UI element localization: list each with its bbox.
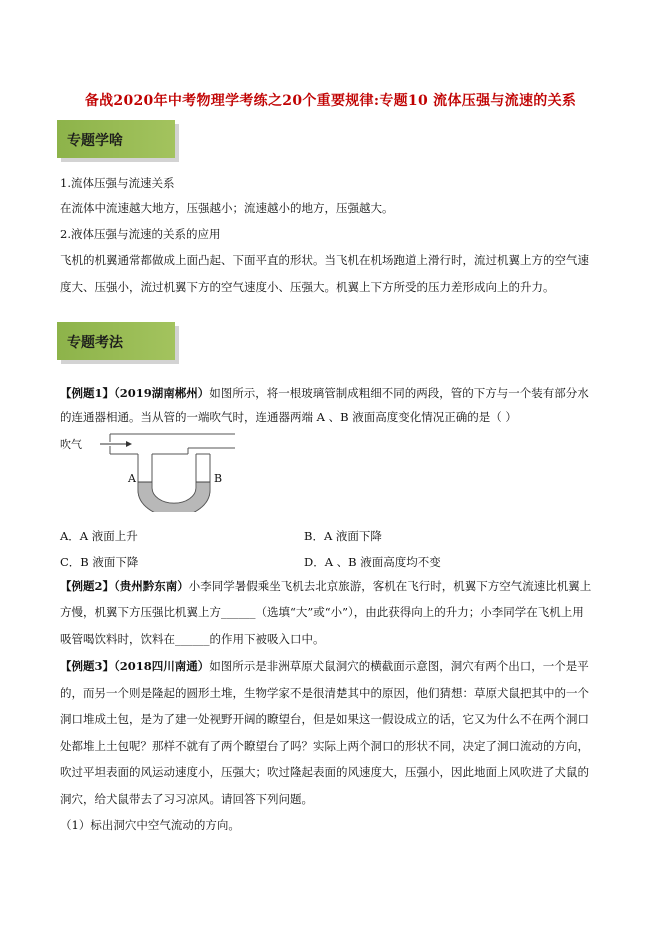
example-3-line-1 xyxy=(60,658,589,674)
option-b: B．A 液面下降 xyxy=(304,529,382,543)
example-1-line-2: 的连通器相通。当从管的一端吹气时，连通器两端 A 、B 液面高度变化情况正确的是（ ） xyxy=(60,410,517,424)
study-paragraph-2a: 飞机的机翼通常都做成上面凸起、下面平直的形状。当飞机在机场跑道上滑行时，流过机翼上方的空气速 xyxy=(60,253,589,267)
example-1-line-1 xyxy=(60,385,589,401)
example-text: 如图所示是非洲草原犬鼠洞穴的横截面示意图，洞穴有两个出口，一个是平 xyxy=(209,659,589,673)
example-label: 【例题1】 xyxy=(60,386,115,400)
section-banner-study xyxy=(57,120,175,158)
example-3-line-6: 洞穴，给犬鼠带去了习习凉风。请回答下列问题。 xyxy=(60,792,313,806)
label-a: A xyxy=(128,472,136,485)
option-c: C．B 液面下降 xyxy=(60,555,139,569)
example-text: 小李同学暑假乘坐飞机去北京旅游，客机在飞行时，机翼下方空气流速比机翼上 xyxy=(188,579,592,593)
example-3-line-3: 洞口堆成土包，是为了建一处视野开阔的瞭望台，但是如果这一假设成立的话，它又为什么不在两个洞口 xyxy=(60,712,589,726)
study-paragraph-1: 在流体中流速越大地方，压强越小；流速越小的地方，压强越大。 xyxy=(60,201,394,215)
blow-label: 吹气 xyxy=(60,438,82,451)
example-source: （贵州黔东南） xyxy=(114,579,189,593)
example-label: 【例题2】 xyxy=(60,579,115,593)
page-title: 备战2020年中考物理学考练之20个重要规律:专题10 流体压强与流速的关系 xyxy=(84,93,577,109)
label-b: B xyxy=(214,472,223,485)
example-2-line-2: 方慢，机翼下方压强比机翼上方______（选填“大”或“小”），由此获得向上的升力；小李同学在飞机上用 xyxy=(60,605,584,619)
study-heading-2: 2.液体压强与流速的关系的应用 xyxy=(60,227,221,241)
section-banner-exam xyxy=(57,322,175,360)
example-3-line-4: 处都堆上土包呢？那样不就有了两个瞭望台了吗？实际上两个洞口的形状不同，决定了洞口流动的方向， xyxy=(60,739,589,753)
example-source: （2019湖南郴州） xyxy=(114,386,210,400)
tube-figure xyxy=(60,432,240,512)
section-label: 专题学啥 xyxy=(67,133,123,149)
study-heading-1: 1.流体压强与流速关系 xyxy=(60,176,175,190)
example-label: 【例题3】 xyxy=(60,659,115,673)
example-2-line-1 xyxy=(60,578,591,594)
example-2-line-3: 吸管喝饮料时，饮料在______的作用下被吸入口中。 xyxy=(60,632,325,646)
option-a: A．A 液面上升 xyxy=(60,529,138,543)
example-3-line-5: 吹过平坦表面的风运动速度小，压强大；吹过隆起表面的风速度大，压强小，因此地面上风吹进了犬鼠的 xyxy=(60,765,589,779)
section-label: 专题考法 xyxy=(67,335,123,351)
tube-diagram xyxy=(60,432,240,512)
example-text: 如图所示，将一根玻璃管制成粗细不同的两段，管的下方与一个装有部分水 xyxy=(209,386,589,400)
example-3-line-2: 的，而另一个则是隆起的圆形土堆，生物学家不是很清楚其中的原因，他们猜想：草原犬鼠把其中的一个 xyxy=(60,686,589,700)
study-paragraph-2b: 度大、压强小，流过机翼下方的空气速度小、压强大。机翼上下方所受的压力差形成向上的升力。 xyxy=(60,280,555,294)
example-source: （2018四川南通） xyxy=(114,659,210,673)
option-d: D．A 、B 液面高度均不变 xyxy=(304,555,441,569)
example-3-question-1: （1）标出洞穴中空气流动的方向。 xyxy=(60,818,240,832)
